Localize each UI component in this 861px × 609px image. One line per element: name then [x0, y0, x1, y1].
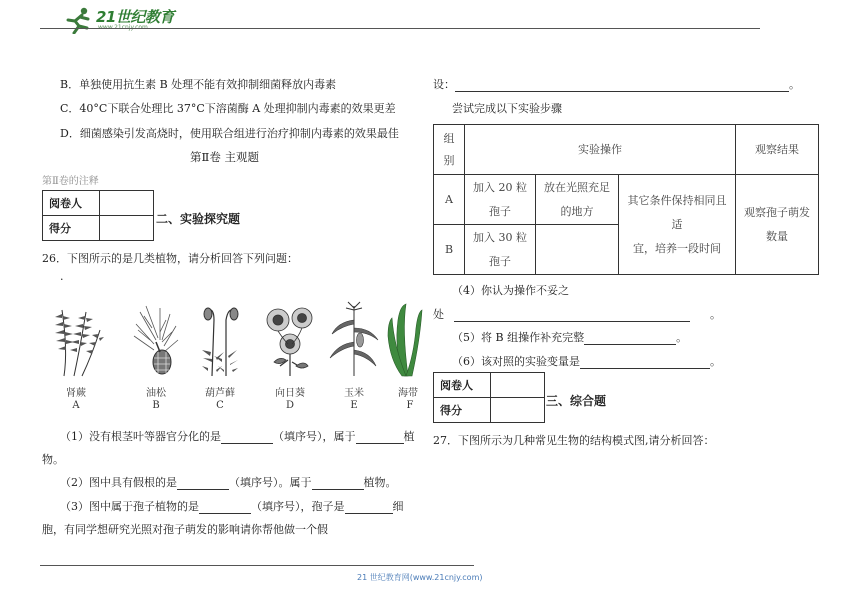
score-table-1 — [42, 190, 154, 241]
plant-label-c: 葫芦藓 — [205, 388, 235, 399]
q4-end: 。 — [710, 308, 721, 321]
q5-end: 。 — [676, 331, 688, 344]
result-header: 观察结果 — [736, 125, 819, 175]
q3-text-c: 细 — [392, 500, 404, 513]
kelp-icon — [384, 300, 424, 378]
header-rule — [40, 28, 760, 29]
score-cell-2 — [491, 398, 545, 423]
volume-title: 第Ⅱ卷 主观题 — [190, 150, 259, 164]
plant-letter-a: A — [72, 400, 80, 411]
option-b: B．单独使用抗生素 B 处理不能有效抑制细菌释放内毒素 — [60, 78, 337, 91]
observe-result: 观察孢子萌发 数量 — [736, 175, 819, 275]
footer-rule — [40, 565, 474, 566]
q3-cont: 胞，有同学想研究光照对孢子萌发的影响请你帮他做一个假 — [42, 523, 328, 536]
reviewer-label-2: 阅卷人 — [434, 373, 491, 398]
q5-blank[interactable] — [584, 333, 676, 345]
hypothesis-end: 。 — [789, 78, 800, 91]
q1-cont: 物。 — [42, 453, 64, 466]
hypothesis-blank[interactable] — [455, 80, 789, 92]
q2-text-b: （填序号）。属于 — [229, 476, 312, 489]
plant-letter-b: B — [152, 400, 160, 411]
hypothesis-label: 设： — [433, 78, 455, 91]
q5-text: （5）将 B 组操作补充完整 — [452, 331, 585, 344]
q3-text-a: （3）图中属于孢子植物的是 — [60, 500, 199, 513]
corn-icon — [324, 300, 384, 378]
reviewer-cell — [100, 191, 154, 216]
group-header: 组 别 — [434, 125, 465, 175]
row-a-label: A — [434, 175, 465, 225]
q27-intro: 27．下图所示为几种常见生物的结构模式图,请分析回答： — [433, 434, 715, 447]
row-b-place-empty[interactable] — [536, 225, 619, 275]
q1-text-a: （1）没有根茎叶等器官分化的是 — [60, 430, 221, 443]
fern-icon — [46, 300, 106, 378]
q5-line — [452, 329, 687, 345]
q1-blank-1[interactable] — [221, 432, 273, 444]
q4-text: （4）你认为操作不妥之 — [452, 284, 569, 297]
q3-text-b: （填序号），孢子是 — [251, 500, 345, 513]
q3-line — [60, 498, 404, 514]
q3-blank-1[interactable] — [199, 502, 251, 514]
score-label-2: 得分 — [434, 398, 491, 423]
q2-text-c: 植物。 — [363, 476, 397, 489]
try-steps: 尝试完成以下实验步骤 — [452, 102, 562, 115]
moss-icon — [190, 300, 250, 378]
q1-text-c: 植 — [403, 430, 415, 443]
plant-letter-f: F — [406, 400, 414, 411]
stray-dot: . — [60, 270, 64, 283]
logo-text: 21世纪教育 — [96, 8, 174, 26]
q2-text-a: （2）图中具有假根的是 — [60, 476, 177, 489]
logo-url: www.21cnjy.com — [98, 24, 148, 31]
q3-blank-2[interactable] — [345, 502, 393, 514]
runner-icon — [62, 6, 94, 34]
score-table-2 — [433, 372, 545, 423]
q2-blank-2[interactable] — [312, 478, 364, 490]
q2-line — [60, 474, 397, 490]
plant-label-e: 玉米 — [344, 388, 364, 399]
reviewer-label: 阅卷人 — [43, 191, 100, 216]
sunflower-icon — [260, 300, 320, 378]
row-a-seeds: 加入 20 粒 孢子 — [465, 175, 536, 225]
plant-label-b: 油松 — [146, 388, 166, 399]
q6-line — [452, 353, 721, 369]
q4-blank[interactable] — [454, 310, 690, 322]
plant-label-d: 向日葵 — [275, 388, 305, 399]
q1-blank-2[interactable] — [356, 432, 404, 444]
row-b-label: B — [434, 225, 465, 275]
q4-text-b: 处 — [433, 308, 444, 321]
score-label: 得分 — [43, 216, 100, 241]
plant-letter-c: C — [216, 400, 224, 411]
q6-text: （6）该对照的实验变量是 — [452, 355, 580, 368]
plant-letter-d: D — [285, 400, 295, 411]
q1-line — [60, 428, 415, 444]
q6-blank[interactable] — [580, 357, 710, 369]
q4-line — [433, 306, 721, 322]
pine-icon — [126, 300, 186, 378]
experiment-table — [433, 124, 819, 275]
row-b-seeds: 加入 30 粒 孢子 — [465, 225, 536, 275]
row-a-place: 放在光照充足 的地方 — [536, 175, 619, 225]
q26-intro: 26．下图所示的是几类植物，请分析回答下列问题： — [42, 252, 298, 265]
site-logo — [62, 6, 182, 36]
section-2-title: 二、实验探究题 — [156, 212, 241, 226]
q1-text-b: （填序号），属于 — [273, 430, 356, 443]
operation-header: 实验操作 — [465, 125, 736, 175]
plant-letter-e: E — [350, 400, 358, 411]
option-d: D．细菌感染引发高烧时，使用联合组进行治疗抑制内毒素的效果最佳 — [60, 127, 399, 140]
reviewer-cell-2 — [491, 373, 545, 398]
score-cell — [100, 216, 154, 241]
common-conditions: 其它条件保持相同且适 宜，培养一段时间 — [619, 175, 736, 275]
q6-end: 。 — [710, 355, 721, 368]
plant-label-f: 海带 — [398, 388, 418, 399]
option-c: C．40°C下联合处理比 37°C下溶菌酶 A 处理抑制内毒素的效果更差 — [60, 102, 396, 115]
hypothesis-line — [433, 76, 800, 92]
plant-label-a: 肾蕨 — [66, 388, 86, 399]
volume-note: 第Ⅱ卷的注释 — [42, 176, 99, 187]
q2-blank-1[interactable] — [177, 478, 229, 490]
footer-text: 21 世纪教育网(www.21cnjy.com) — [357, 573, 483, 582]
section-3-title: 三、综合题 — [546, 394, 607, 408]
